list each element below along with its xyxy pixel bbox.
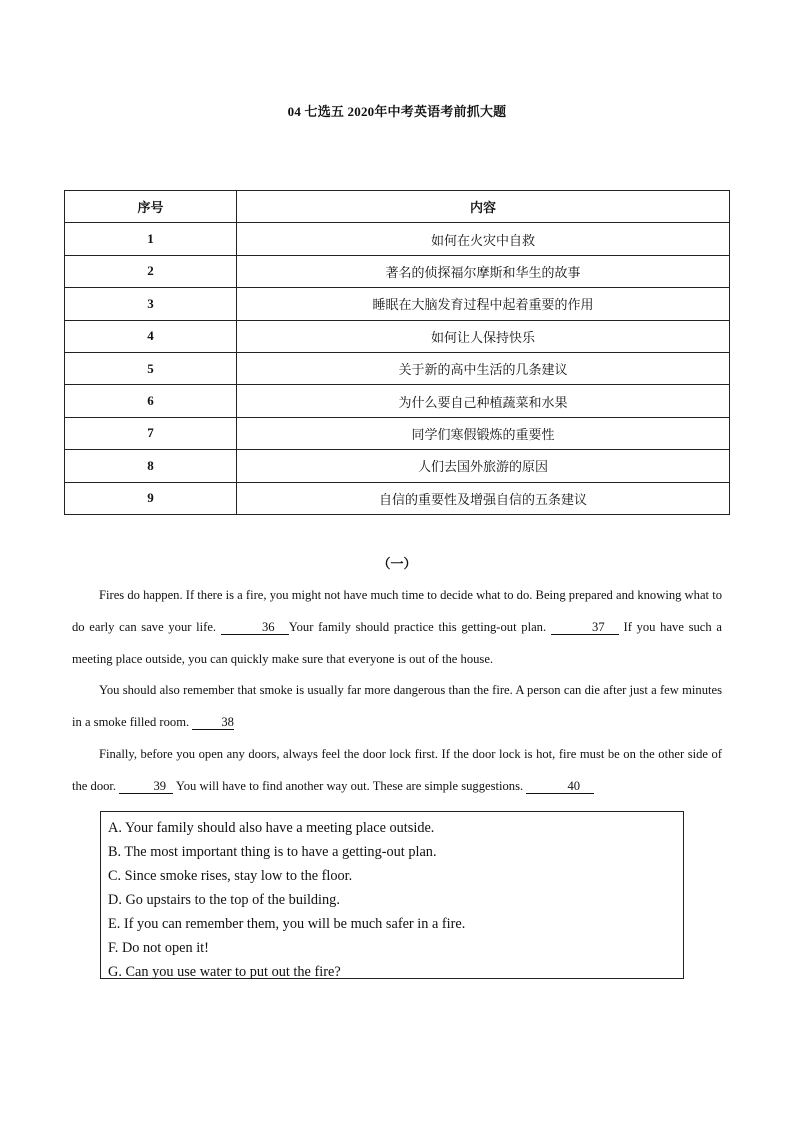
blank-37[interactable]: 37 [551, 620, 619, 635]
topics-table [64, 190, 730, 515]
table-row [65, 482, 730, 514]
row-content: 自信的重要性及增强自信的五条建议 [237, 482, 730, 514]
row-content: 著名的侦探福尔摩斯和华生的故事 [237, 255, 730, 287]
option-a: A. Your family should also have a meeting place outside. [108, 820, 435, 836]
section-heading: （一） [377, 556, 417, 571]
table-row [65, 450, 730, 482]
reading-passage [72, 580, 722, 803]
passage-text: Finally, before you open any doors, always feel the door lock first. If the door lock is hot, fire must be on the other side of the door. [72, 746, 722, 793]
table-row [65, 385, 730, 417]
paragraph-3 [72, 739, 722, 803]
row-number: 7 [65, 417, 237, 449]
options-box [100, 811, 684, 979]
table-row [65, 417, 730, 449]
row-content: 睡眠在大脑发育过程中起着重要的作用 [237, 288, 730, 320]
table-row [65, 255, 730, 287]
row-number: 3 [65, 288, 237, 320]
header-content: 内容 [237, 191, 730, 223]
table-header-row [65, 191, 730, 223]
blank-38[interactable]: 38 [192, 715, 234, 730]
option-c: C. Since smoke rises, stay low to the floor. [108, 868, 353, 884]
passage-text: Your family should practice this getting-out plan. [288, 619, 547, 634]
row-number: 1 [65, 223, 237, 255]
passage-text: Fires do happen. If there is a fire, you might not have much time to decide what to do. Being prepared and knowing what to do early can save your life. [72, 588, 722, 634]
paragraph-1 [72, 580, 722, 675]
option-e: E. If you can remember them, you will be much safer in a fire. [108, 916, 466, 932]
header-number: 序号 [65, 191, 237, 223]
option-d: D. Go upstairs to the top of the building. [108, 892, 340, 908]
row-content: 如何让人保持快乐 [237, 320, 730, 352]
blank-39[interactable]: 39 [119, 779, 173, 794]
row-number: 9 [65, 482, 237, 514]
row-content: 如何在火灾中自救 [237, 223, 730, 255]
row-number: 8 [65, 450, 237, 482]
passage-text: You will have to find another way out. These are simple suggestions. [175, 778, 524, 793]
option-g: G. Can you use water to put out the fire? [108, 964, 341, 980]
table-row [65, 352, 730, 384]
blank-36[interactable]: 36 [221, 620, 289, 635]
row-content: 同学们寒假锻炼的重要性 [237, 417, 730, 449]
table-row [65, 320, 730, 352]
row-content: 人们去国外旅游的原因 [237, 450, 730, 482]
page-title: 04 七选五 2020年中考英语考前抓大题 [287, 104, 507, 119]
row-number: 2 [65, 255, 237, 287]
passage-text: If you have such a meeting place outside, you can quickly make sure that everyone is out of the house. [72, 619, 722, 666]
table-row [65, 288, 730, 320]
row-number: 4 [65, 320, 237, 352]
table-row [65, 223, 730, 255]
blank-40[interactable]: 40 [526, 779, 594, 794]
row-number: 5 [65, 352, 237, 384]
row-number: 6 [65, 385, 237, 417]
passage-text: You should also remember that smoke is usually far more dangerous than the fire. A person can die after just a few minutes in a smoke filled room. [72, 683, 722, 730]
row-content: 关于新的高中生活的几条建议 [237, 352, 730, 384]
option-b: B. The most important thing is to have a getting-out plan. [108, 844, 437, 860]
row-content: 为什么要自己种植蔬菜和水果 [237, 385, 730, 417]
option-f: F. Do not open it! [108, 940, 209, 956]
paragraph-2 [72, 675, 722, 739]
